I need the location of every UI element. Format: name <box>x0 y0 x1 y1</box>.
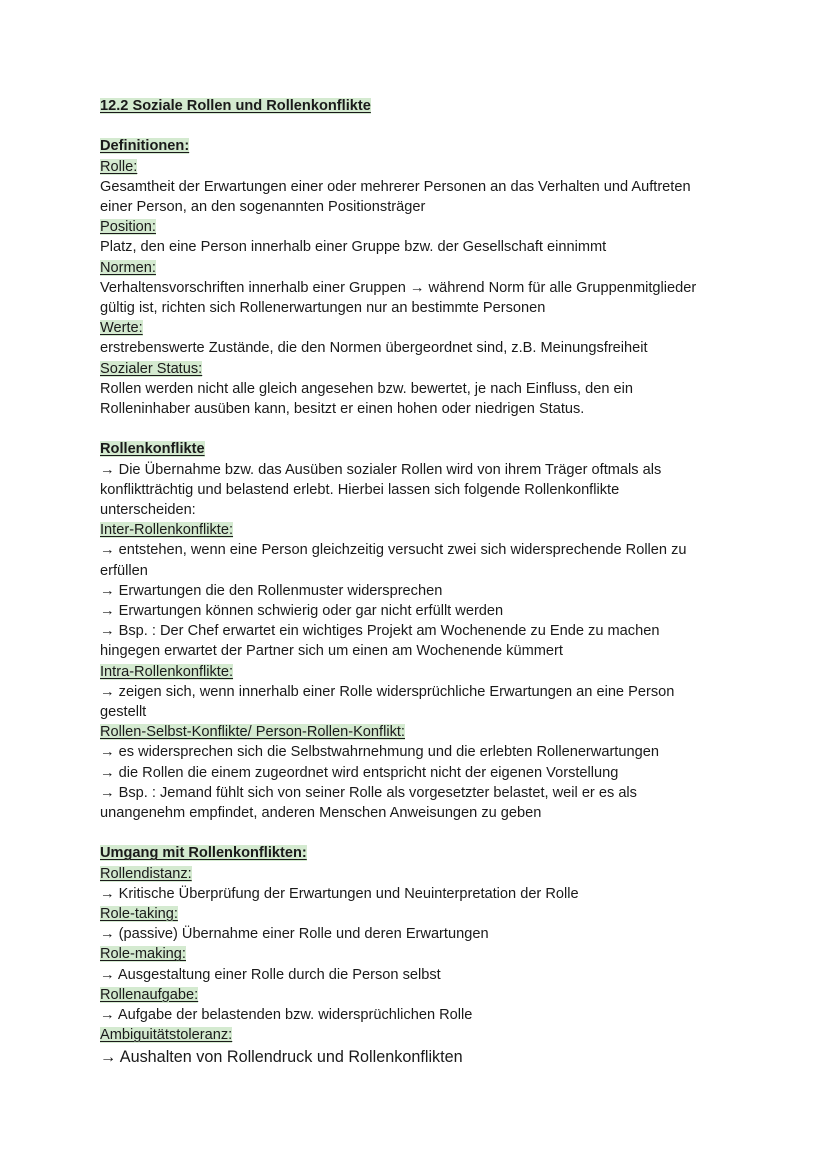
term-rollendistanz: Rollendistanz: <box>100 865 192 882</box>
term-line <box>100 662 740 682</box>
term-line <box>100 904 740 924</box>
intro-text: unterscheiden: <box>100 502 196 519</box>
def-text: → Aushalten von Rollendruck und Rollenkonflikten <box>100 1047 463 1066</box>
def-text: unangenehm empfindet, anderen Menschen Anweisungen zu geben <box>100 805 542 822</box>
def-text: gestellt <box>100 704 147 721</box>
term-ambiguitaetstoleranz: Ambiguitätstoleranz: <box>100 1027 233 1044</box>
def-text: → die Rollen die einem zugeordnet wird entspricht nicht der eigenen Vorstellung <box>100 764 619 781</box>
def-text: → Ausgestaltung einer Rolle durch die Person selbst <box>100 966 441 983</box>
page-title: 12.2 Soziale Rollen und Rollenkonflikte <box>100 98 371 114</box>
def-text: → Bsp. : Jemand fühlt sich von seiner Rolle als vorgesetzter belastet, weil er es als <box>100 784 637 801</box>
term-sozialer-status: Sozialer Status: <box>100 360 203 377</box>
term-line <box>100 1025 740 1045</box>
def-text: Verhaltensvorschriften innerhalb einer Gruppen → während Norm für alle Gruppenmitglieder <box>100 279 697 296</box>
term-intra-rollenkonflikte: Intra-Rollenkonflikte: <box>100 663 234 680</box>
def-text: einer Person, an den sogenannten Positionsträger <box>100 199 426 215</box>
rollenkonflikte-heading: Rollenkonflikte <box>100 441 205 458</box>
def-text: → Bsp. : Der Chef erwartet ein wichtiges Projekt am Wochenende zu Ende zu machen <box>100 623 660 640</box>
term-inter-rollenkonflikte: Inter-Rollenkonflikte: <box>100 522 234 539</box>
def-text: → Erwartungen können schwierig oder gar nicht erfüllt werden <box>100 603 504 620</box>
definitionen-heading: Definitionen: <box>100 138 190 155</box>
intro-text: konfliktträchtig und belastend erlebt. Hierbei lassen sich folgende Rollenkonflikte <box>100 481 620 498</box>
def-text: erfüllen <box>100 562 148 579</box>
umgang-heading-line <box>100 843 740 863</box>
term-line <box>100 944 740 964</box>
term-rolle: Rolle: <box>100 158 138 175</box>
term-role-taking: Role-taking: <box>100 906 178 923</box>
umgang-heading: Umgang mit Rollenkonflikten: <box>100 845 307 862</box>
def-text: gültig ist, richten sich Rollenerwartungen nur an bestimmte Personen <box>100 300 546 317</box>
term-normen: Normen: <box>100 259 156 276</box>
def-text: → Kritische Überprüfung der Erwartungen und Neuinterpretation der Rolle <box>100 885 579 902</box>
def-text: → Erwartungen die den Rollenmuster widersprechen <box>100 582 443 599</box>
term-rollen-selbst-konflikte: Rollen-Selbst-Konflikte/ Person-Rollen-Konflikt: <box>100 724 405 741</box>
def-text: → es widersprechen sich die Selbstwahrnehmung und die erlebten Rollenerwartungen <box>100 744 659 761</box>
term-line <box>100 722 740 742</box>
def-text: Gesamtheit der Erwartungen einer oder mehrerer Personen an das Verhalten und Auftreten <box>100 178 691 195</box>
intro-text: → Die Übernahme bzw. das Ausüben sozialer Rollen wird von ihrem Träger oftmals als <box>100 461 662 478</box>
rollenkonflikte-heading-line <box>100 439 740 459</box>
def-text: → Aufgabe der belastenden bzw. widersprüchlichen Rolle <box>100 1007 473 1024</box>
spacer <box>100 419 740 439</box>
term-line <box>100 864 740 884</box>
term-line <box>100 520 740 540</box>
def-text: erstrebenswerte Zustände, die den Normen übergeordnet sind, z.B. Meinungsfreiheit <box>100 340 648 357</box>
term-rollenaufgabe: Rollenaufgabe: <box>100 986 199 1003</box>
document-page <box>100 96 740 1068</box>
term-line <box>100 359 740 379</box>
term-position: Position: <box>100 219 156 236</box>
term-line <box>100 318 740 338</box>
term-line <box>100 217 740 237</box>
term-line <box>100 157 740 177</box>
definitionen-heading-line <box>100 136 740 156</box>
term-role-making: Role-making: <box>100 946 186 963</box>
spacer <box>100 116 740 136</box>
def-text: Rolleninhaber ausüben kann, besitzt er einen hohen oder niedrigen Status. <box>100 401 585 418</box>
def-text: Rollen werden nicht alle gleich angesehen bzw. bewertet, je nach Einfluss, den ein <box>100 380 634 397</box>
page-title-line <box>100 96 740 116</box>
def-text: hingegen erwartet der Partner sich um einen am Wochenende kümmert <box>100 643 563 660</box>
term-line <box>100 258 740 278</box>
def-text: → (passive) Übernahme einer Rolle und deren Erwartungen <box>100 926 489 943</box>
def-text: Platz, den eine Person innerhalb einer Gruppe bzw. der Gesellschaft einnimmt <box>100 239 607 256</box>
def-text: → entstehen, wenn eine Person gleichzeitig versucht zwei sich widersprechende Rollen zu <box>100 542 687 559</box>
spacer <box>100 823 740 843</box>
term-werte: Werte: <box>100 320 143 337</box>
term-line <box>100 985 740 1005</box>
def-text: → zeigen sich, wenn innerhalb einer Rolle widersprüchliche Erwartungen an eine Person <box>100 683 675 700</box>
